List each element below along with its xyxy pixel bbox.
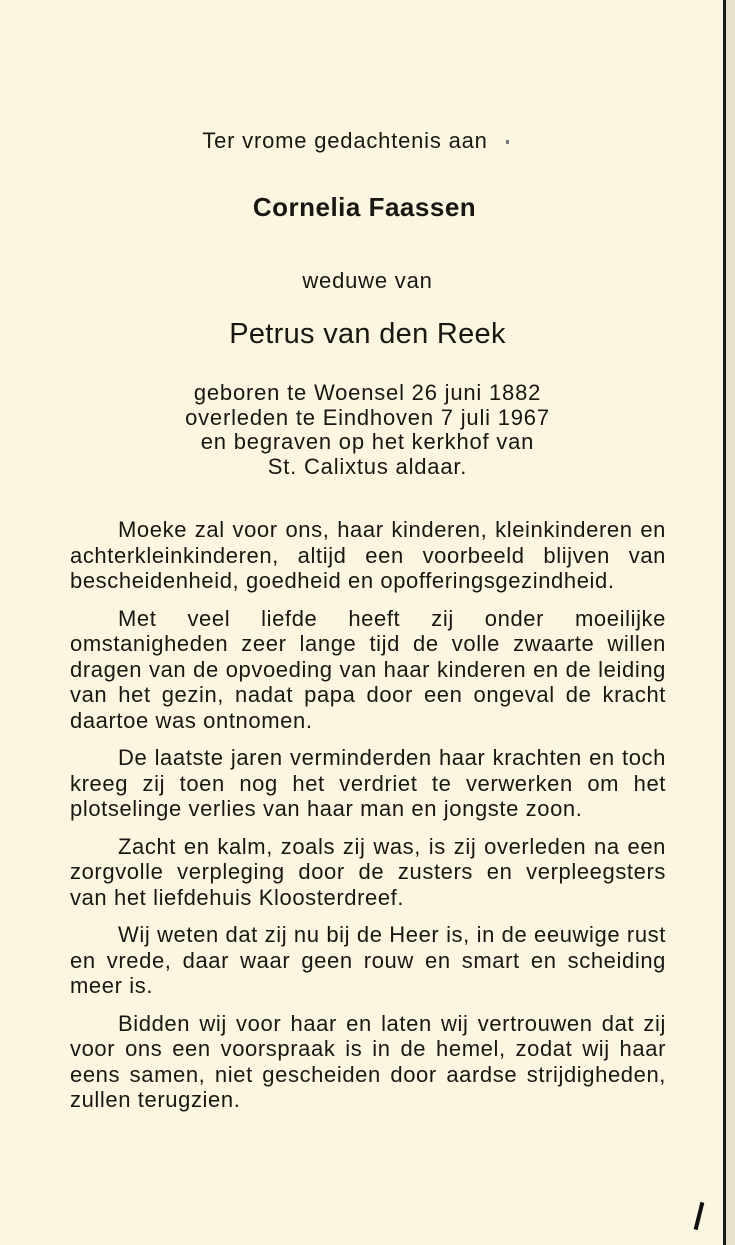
memorial-text [70,517,666,1125]
paragraph-4: Zacht en kalm, zoals zij was, is zij overleden na een zorgvolle verpleging door de zusters en verpleegsters van het liefdehuis Kloosterdreef. [70,833,666,910]
paragraph-6: Bidden wij voor haar en laten wij vertrouwen dat zij voor ons een voorspraak is in de hemel, zodat wij haar eens samen, niet gescheiden door aardse strijdigheden, zullen terugzien. [70,1010,666,1112]
birth-line: geboren te Woensel 26 juni 1882 [193,380,542,405]
burial-place-line: St. Calixtus aldaar. [267,453,468,479]
intro-text: Ter vrome gedachtenis aan [202,128,488,153]
print-speck [506,140,509,144]
paragraph-3: De laatste jaren verminderden haar krachten en toch kreeg zij toen nog het verdriet te verwerken om het plotselinge verlies van haar man en jongste zoon. [70,745,666,821]
death-line: overleden te Eindhoven 7 juli 1967 [185,404,550,430]
husband-name: Petrus van den Reek [229,318,506,350]
life-details [0,381,735,479]
relation-line: weduwe van [302,268,433,293]
intro-line [0,128,723,154]
burial-line: en begraven op het kerkhof van [200,429,535,454]
paragraph-5: Wij weten dat zij nu bij de Heer is, in de eeuwige rust en vrede, daar waar geen rouw en smart en scheiding meer is. [70,922,666,998]
paragraph-1: Moeke zal voor ons, haar kinderen, kleinkinderen en achterkleinkinderen, altijd een voorbeeld blijven van bescheidenheid, goedheid en opofferingsgezindheid. [70,517,666,593]
paragraph-2: Met veel liefde heeft zij onder moeilijke omstanigheden zeer lange tijd de volle zwaarte willen dragen van de opvoeding van haar kinderen en de leiding van het gezin, nadat papa door een ongeval de kracht daartoe was ontnomen. [70,605,666,733]
pen-mark [694,1202,705,1230]
deceased-name: Cornelia Faassen [252,192,477,222]
